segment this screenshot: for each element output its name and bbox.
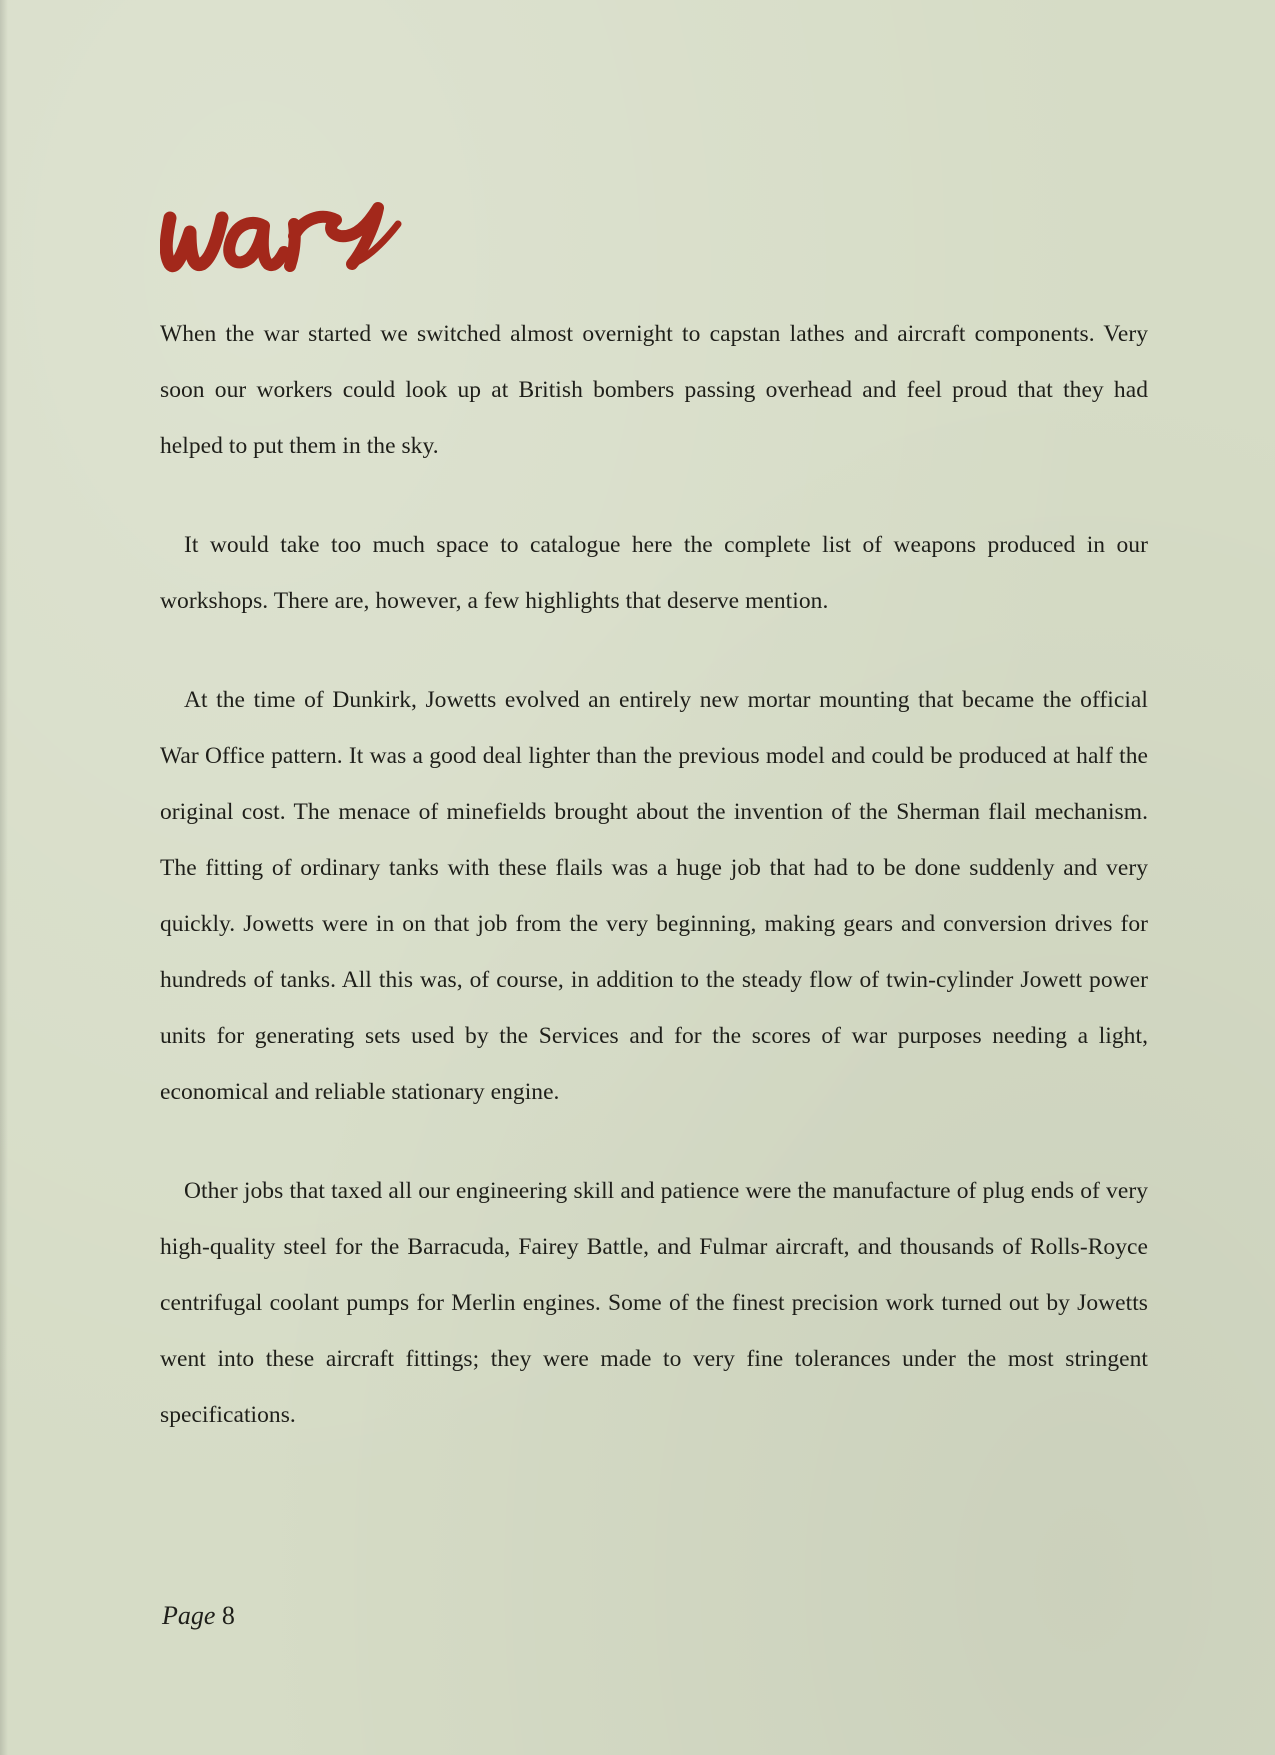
section-heading (160, 180, 420, 290)
page-number-value: 8 (221, 1601, 235, 1630)
body-text (160, 306, 1148, 1486)
paragraph-2: It would take too much space to catalogue here the complete list of weapons produced in our workshops. There are, however, a few highlights that deserve mention. (160, 532, 1148, 614)
paragraph-3: At the time of Dunkirk, Jowetts evolved an entirely new mortar mounting that became the official War Office pattern. It was a good deal lighter than the previous model and could be produced at half the original cost. The menace of minefields brought about the invention of the Sherman flail mechanism. The fitting of ordinary tanks with these flails was a huge job that had to be done suddenly and very quickly. Jowetts were in on that job from the very beginning, making gears and conversion drives for hundreds of tanks. All this was, of course, in addition to the steady flow of twin-cylinder Jowett power units for generating sets used by the Services and for the scores of war purposes needing a light, economical and reliable stationary engine. (160, 687, 1148, 1105)
heading-script-lettering (160, 180, 420, 290)
paragraph-1: When the war started we switched almost overnight to capstan lathes and aircraft components. Very soon our workers could look up at British bombers passing overhead and feel proud that they had helped to put them in the sky. (160, 321, 1148, 459)
page-number (162, 1601, 235, 1631)
paragraph-4: Other jobs that taxed all our engineering skill and patience were the manufacture of plug ends of very high-quality steel for the Barracuda, Fairey Battle, and Fulmar aircraft, and thousands of Rolls-Royce centrifugal coolant pumps for Merlin engines. Some of the finest precision work turned out by Jowetts went into these aircraft fittings; they were made to very fine tolerances under the most stringent specifications. (160, 1178, 1148, 1428)
page-label: Page (162, 1601, 216, 1630)
spine-shadow (0, 0, 8, 1755)
